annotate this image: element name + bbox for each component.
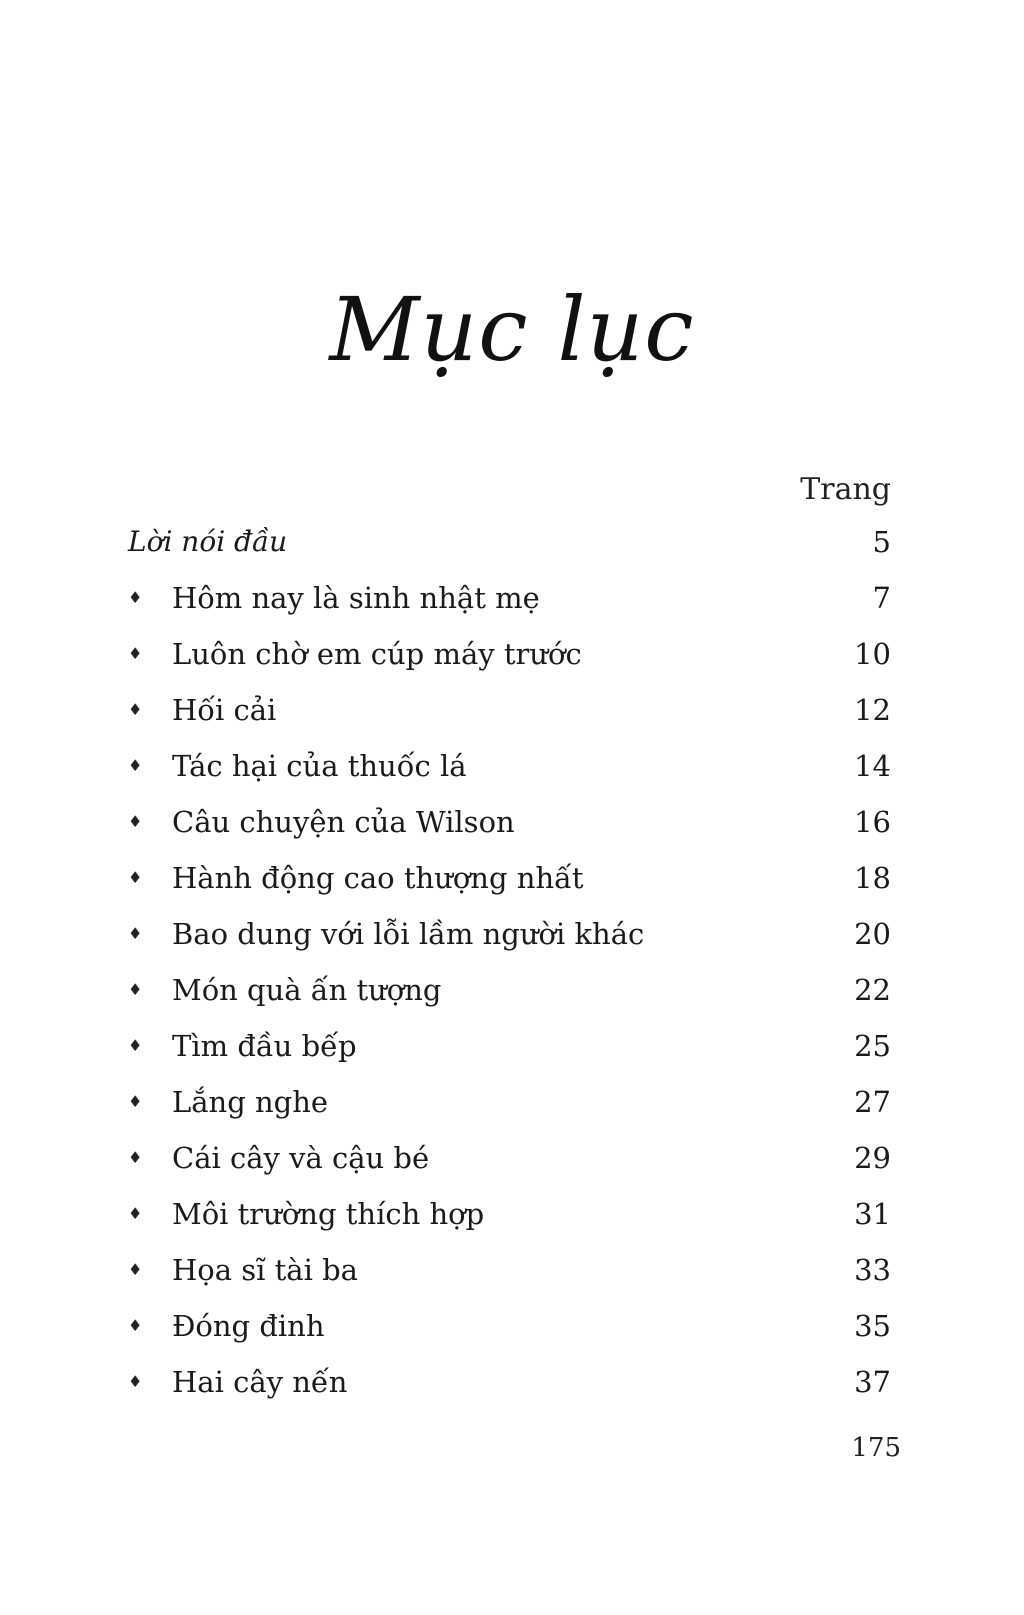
toc-row[interactable]	[128, 1362, 891, 1418]
toc-entry-page: 37	[854, 1365, 891, 1399]
toc-row[interactable]	[128, 1250, 891, 1306]
toc-row[interactable]	[128, 1026, 891, 1082]
diamond-bullet-icon: ♦	[128, 588, 143, 607]
toc-entry-page: 18	[854, 861, 891, 895]
diamond-bullet-icon: ♦	[128, 644, 143, 663]
toc-row[interactable]	[128, 802, 891, 858]
toc-entry-page: 22	[854, 973, 891, 1007]
diamond-bullet-icon: ♦	[128, 756, 143, 775]
toc-entry-label: Luôn chờ em cúp máy trước	[172, 637, 582, 671]
toc-entry-label: Đóng đinh	[172, 1309, 325, 1343]
diamond-bullet-icon: ♦	[128, 1260, 143, 1279]
table-of-contents	[128, 522, 891, 1418]
toc-entry-label: Tác hại của thuốc lá	[172, 749, 467, 783]
toc-entry-label: Lắng nghe	[172, 1085, 329, 1119]
toc-entry-page: 5	[872, 525, 891, 559]
diamond-bullet-icon: ♦	[128, 1092, 143, 1111]
toc-row[interactable]	[128, 1194, 891, 1250]
toc-entry-page: 7	[872, 581, 891, 615]
toc-row[interactable]	[128, 634, 891, 690]
diamond-bullet-icon: ♦	[128, 1372, 143, 1391]
toc-entry-label: Món quà ấn tượng	[172, 973, 442, 1007]
toc-entry-label: Hối cải	[172, 693, 277, 727]
toc-entry-label: Cái cây và cậu bé	[172, 1141, 430, 1175]
toc-entry-page: 27	[854, 1085, 891, 1119]
toc-entry-label: Hành động cao thượng nhất	[172, 861, 584, 895]
page-number: 175	[851, 1433, 901, 1463]
diamond-bullet-icon: ♦	[128, 700, 143, 719]
toc-row[interactable]	[128, 858, 891, 914]
diamond-bullet-icon: ♦	[128, 1204, 143, 1223]
diamond-bullet-icon: ♦	[128, 980, 143, 999]
toc-entry-page: 25	[854, 1029, 891, 1063]
diamond-bullet-icon: ♦	[128, 868, 143, 887]
toc-entry-label: Lời nói đầu	[128, 525, 288, 558]
toc-entry-page: 12	[854, 693, 891, 727]
page-column-label: Trang	[800, 472, 891, 507]
diamond-bullet-icon: ♦	[128, 812, 143, 831]
diamond-bullet-icon: ♦	[128, 1316, 143, 1335]
toc-entry-page: 10	[854, 637, 891, 671]
toc-entry-label: Hai cây nến	[172, 1365, 348, 1399]
toc-row[interactable]	[128, 1082, 891, 1138]
diamond-bullet-icon: ♦	[128, 1148, 143, 1167]
diamond-bullet-icon: ♦	[128, 924, 143, 943]
toc-intro-row[interactable]	[128, 522, 891, 578]
toc-entry-page: 29	[854, 1141, 891, 1175]
toc-entry-page: 16	[854, 805, 891, 839]
toc-entry-page: 33	[854, 1253, 891, 1287]
toc-row[interactable]	[128, 970, 891, 1026]
toc-entry-label: Tìm đầu bếp	[172, 1029, 357, 1063]
toc-entry-page: 20	[854, 917, 891, 951]
toc-entry-label: Hôm nay là sinh nhật mẹ	[172, 581, 540, 615]
toc-row[interactable]	[128, 914, 891, 970]
toc-entry-label: Câu chuyện của Wilson	[172, 805, 515, 839]
toc-row[interactable]	[128, 746, 891, 802]
toc-entry-label: Môi trường thích hợp	[172, 1197, 485, 1231]
toc-row[interactable]	[128, 690, 891, 746]
page-title: Mục lục	[329, 278, 695, 381]
toc-row[interactable]	[128, 1138, 891, 1194]
toc-row[interactable]	[128, 578, 891, 634]
toc-entry-label: Họa sĩ tài ba	[172, 1253, 358, 1287]
toc-entry-label: Bao dung với lỗi lầm người khác	[172, 917, 645, 951]
toc-entry-page: 14	[854, 749, 891, 783]
diamond-bullet-icon: ♦	[128, 1036, 143, 1055]
toc-entry-page: 31	[854, 1197, 891, 1231]
toc-row[interactable]	[128, 1306, 891, 1362]
toc-entry-page: 35	[854, 1309, 891, 1343]
